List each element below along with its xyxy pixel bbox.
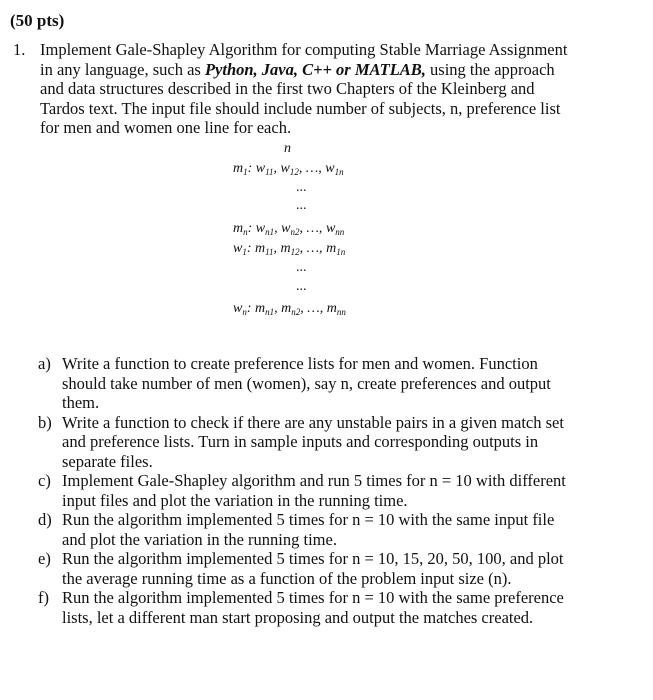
ellipsis: ... xyxy=(296,198,307,213)
task-line: should take number of men (women), say n, create preferences and output xyxy=(62,373,551,393)
math-symbol: $w_n$ xyxy=(233,301,247,317)
ellipsis: ... xyxy=(296,279,307,294)
task-label: f) xyxy=(38,588,49,607)
task-line: them. xyxy=(62,393,100,412)
task-item xyxy=(38,549,643,588)
task-item xyxy=(38,510,643,549)
math-symbol: $m_n$ xyxy=(233,221,248,237)
ellipsis: ... xyxy=(296,180,307,195)
task-line: and plot the variation in the running time. xyxy=(62,529,337,549)
math-symbol: $m_{1n}$ xyxy=(326,241,346,257)
math-symbol: $m_{n1}$ xyxy=(255,301,275,317)
math-symbol: $w_{n2}$ xyxy=(281,221,300,237)
task-line: Run the algorithm implemented 5 times for n = 10 with the same input file xyxy=(62,510,555,529)
task-item xyxy=(38,354,643,413)
language-list: Python, Java, C++ or MATLAB, xyxy=(204,59,426,79)
input-n: n xyxy=(284,141,291,156)
question-text: in any language, such as xyxy=(40,59,205,79)
ellipsis: ... xyxy=(296,260,307,275)
math-symbol: $m_{11}$ xyxy=(255,241,274,257)
math-symbol: $w_{12}$ xyxy=(280,161,299,177)
task-line: Write a function to check if there are any unstable pairs in a given match set xyxy=(62,412,564,432)
math-symbol: $w_{11}$ xyxy=(255,161,274,177)
math-symbol: $w_1$ xyxy=(233,241,247,257)
task-label: b) xyxy=(38,412,52,432)
task-line: the average running time as a function of the problem input size (n). xyxy=(62,568,512,588)
math-symbol: $m_{nn}$ xyxy=(326,301,346,317)
task-item xyxy=(38,413,643,472)
task-label: a) xyxy=(38,354,51,373)
task-text xyxy=(62,413,643,472)
question-line xyxy=(40,60,640,80)
task-item xyxy=(38,588,643,627)
task-line: Run the algorithm implemented 5 times for n = 10 with the same preference xyxy=(62,588,564,607)
question-line: and data structures described in the first two Chapters of the Kleinberg and xyxy=(40,79,535,98)
task-text xyxy=(62,549,643,588)
task-line: input files and plot the variation in the running time. xyxy=(62,490,408,510)
points-heading: (50 pts) xyxy=(10,11,65,30)
math-symbol: $w_{1n}$ xyxy=(325,161,344,177)
math-symbol: $w_{nn}$ xyxy=(325,221,345,237)
pref-row-men-first: $m_1$: $w_{11}$, $w_{12}$, …, $w_{1n}$ xyxy=(233,161,344,177)
task-text xyxy=(62,354,643,413)
question-line: Tardos text. The input file should include number of subjects, n, preference list xyxy=(40,98,561,118)
task-label: d) xyxy=(38,510,52,529)
question-text: using the approach xyxy=(425,59,555,79)
math-symbol: $m_{n2}$ xyxy=(281,301,301,317)
math-symbol: $w_{n1}$ xyxy=(255,221,275,237)
task-item xyxy=(38,471,643,510)
pref-row-men-last: $m_n$: $w_{n1}$, $w_{n2}$, …, $w_{nn}$ xyxy=(233,221,345,237)
task-line: Run the algorithm implemented 5 times for n = 10, 15, 20, 50, 100, and plot xyxy=(62,549,564,568)
pref-row-women-last: $w_n$: $m_{n1}$, $m_{n2}$, …, $m_{nn}$ xyxy=(233,301,346,317)
task-line: Write a function to create preference lists for men and women. Function xyxy=(62,354,538,373)
question-paragraph xyxy=(40,40,640,138)
task-text xyxy=(62,510,643,549)
task-text xyxy=(62,588,643,627)
task-label: e) xyxy=(38,549,51,568)
question-line: Implement Gale-Shapley Algorithm for computing Stable Marriage Assignment xyxy=(40,40,568,59)
task-line: separate files. xyxy=(62,451,153,471)
task-label: c) xyxy=(38,471,51,490)
task-text xyxy=(62,471,643,510)
question-line: for men and women one line for each. xyxy=(40,118,292,137)
task-list xyxy=(38,354,643,627)
question-number: 1. xyxy=(13,40,26,59)
task-line: Implement Gale-Shapley algorithm and run 5 times for n = 10 with different xyxy=(62,471,566,490)
task-line: lists, let a different man start proposing and output the matches created. xyxy=(62,607,534,627)
pref-row-women-first: $w_1$: $m_{11}$, $m_{12}$, …, $m_{1n}$ xyxy=(233,241,346,257)
math-symbol: $m_1$ xyxy=(233,161,248,177)
math-symbol: $m_{12}$ xyxy=(280,241,300,257)
task-line: and preference lists. Turn in sample inputs and corresponding outputs in xyxy=(62,432,539,451)
